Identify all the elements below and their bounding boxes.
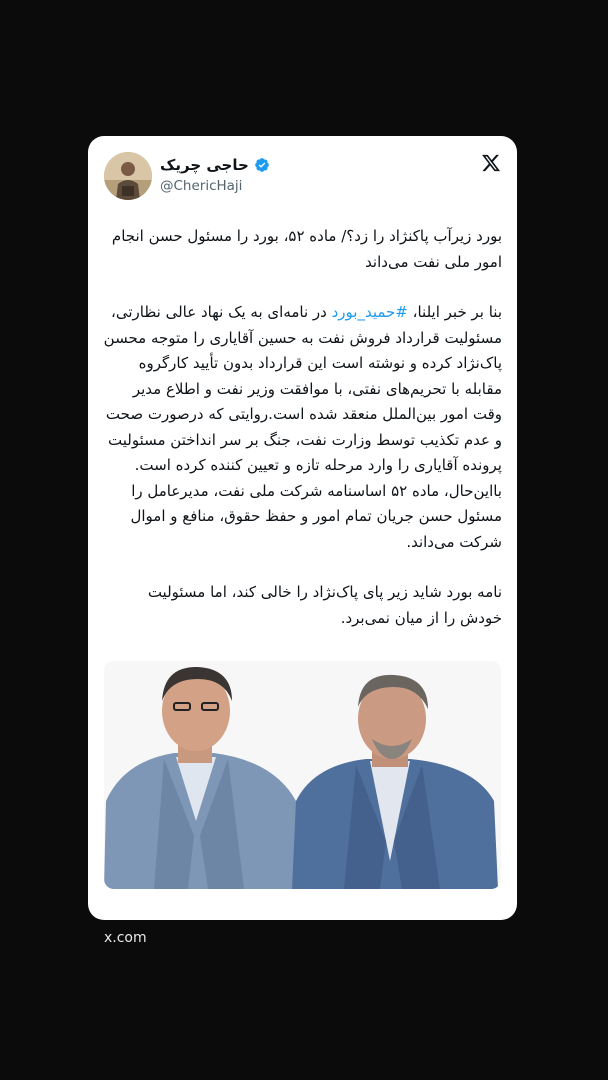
post-paragraph-3: بااین‌حال، ماده ۵۲ اساسنامه شرکت ملی نفت، مدیرعامل را مسئول حسن جریان تمام امور و حفظ حقوق، منافع و اموال شرکت می‌داند. (130, 481, 502, 551)
post-paragraph-2-rest: در نامه‌ای به یک نهاد عالی نظارتی، مسئولیت قرارداد فروش نفت به حسین آقایاری را متوجه محسن پاک‌نژاد کرده و نوشته است این قرارداد بدون تأیید کارگروه مقابله با تحریم‌های نفتی، با موافقت وزیر نفت و اطلاع مدیر وقت امور بین‌الملل منعقد شده است.روایتی که درصورت صحت و عدم تکذیب توسط وزارت نفت، جنگ بر سر انداختن مسئولیت پرونده آقایاری را وارد مرحله تازه و تعیین کننده کرده است. (103, 303, 502, 474)
author-name[interactable]: حاجی چریک (160, 156, 249, 174)
post-text (102, 224, 502, 631)
post-paragraph-2 (102, 300, 502, 479)
author-name-row[interactable] (160, 154, 270, 176)
post-paragraph-2-lead: بنا بر خبر ایلنا، (407, 303, 502, 321)
verified-badge-icon (254, 157, 270, 173)
post-paragraph-1: بورد زیرآب پاکنژاد را زد؟/ ماده ۵۲، بورد را مسئول حسن انجام امور ملی نفت می‌داند (111, 227, 502, 271)
post-image[interactable] (104, 661, 501, 889)
source-domain-label[interactable]: x.com (104, 930, 147, 946)
post-card[interactable] (88, 136, 517, 920)
x-logo-icon[interactable] (481, 153, 501, 173)
author-avatar[interactable] (104, 152, 152, 200)
hashtag-link[interactable]: #حمید_بورد (331, 303, 408, 321)
post-paragraph-4: نامه بورد شاید زیر پای پاک‌نژاد را خالی کند، اما مسئولیت خودش را از میان نمی‌برد. (147, 583, 502, 627)
author-handle[interactable]: @ChericHaji (160, 178, 243, 194)
